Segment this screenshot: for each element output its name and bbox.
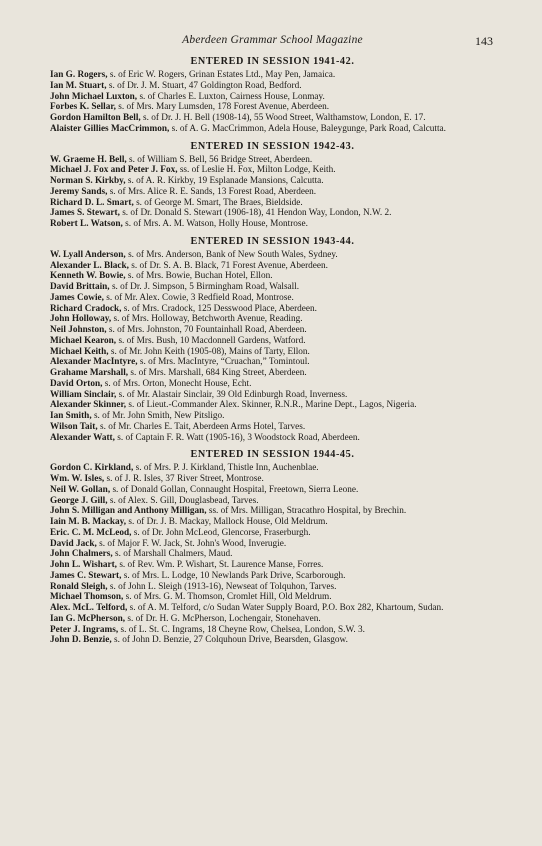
pupil-name: Robert L. Watson, — [50, 219, 123, 229]
pupil-name: George J. Gill, — [50, 495, 108, 506]
pupil-name: John Michael Luxton, — [50, 91, 138, 102]
parent-address: s. of George M. Smart, The Braes, Bieldside. — [133, 197, 303, 208]
parent-address: s. of William S. Bell, 56 Bridge Street, Aberdeen. — [126, 154, 313, 165]
pupil-entry — [50, 603, 495, 614]
pupil-entry — [50, 506, 495, 517]
pupil-name: James C. Stewart, — [50, 570, 122, 581]
pupil-entry — [50, 336, 495, 347]
parent-address: s. of Dr. J. H. Bell (1908-14), 55 Wood Street, Walthamstow, London, E. 17. — [140, 113, 426, 123]
parent-address: s. of Donald Gollan, Connaught Hospital, Freetown, Sierra Leone. — [110, 484, 359, 495]
parent-address: s. of Dr. S. A. B. Black, 71 Forest Avenue, Aberdeen. — [128, 260, 328, 271]
pupil-entry — [50, 165, 495, 176]
parent-address: s. of Mrs. Bowie, Buchan Hotel, Ellon. — [125, 271, 273, 282]
pupil-entry — [50, 261, 495, 272]
parent-address: s. of John L. Sleigh (1913-16), Newseat of Tolquhon, Tarves. — [107, 581, 337, 592]
pupil-name: Norman S. Kirkby, — [50, 176, 126, 186]
pupil-name: William Sinclair, — [50, 389, 117, 400]
pupil-entry — [50, 625, 495, 636]
parent-address: s. of Dr. Donald S. Stewart (1906-18), 41 Hendon Way, London, N.W. 2. — [119, 208, 392, 219]
pupil-name: Ian G. McPherson, — [50, 613, 126, 624]
pupil-name: Ian Smith, — [50, 411, 92, 421]
pupil-entry — [50, 293, 495, 304]
pupil-entry — [50, 357, 495, 368]
pupil-name: Gordon Hamilton Bell, — [50, 113, 141, 123]
pupil-entry — [50, 198, 495, 209]
pupil-entry — [50, 517, 495, 528]
pupil-entry — [50, 592, 495, 603]
pupil-name: Ian G. Rogers, — [50, 70, 108, 80]
parent-address: s. of Mr. Alex. Cowie, 3 Redfield Road, Montrose. — [103, 292, 294, 303]
pupil-entry — [50, 571, 495, 582]
pupil-entry — [50, 539, 495, 550]
pupil-name: Michael Kearon, — [50, 335, 117, 346]
session-heading: ENTERED IN SESSION 1941-42. — [190, 56, 355, 67]
parent-address: s. of Mrs. Bush, 10 Macdonnell Gardens, Watford. — [116, 335, 306, 346]
pupil-name: Alex. McL. Telford, — [50, 603, 128, 613]
pupil-name: Wm. W. Isles, — [50, 474, 105, 484]
parent-address: s. of Mrs. P. J. Kirkland, Thistle Inn, Auchenblae. — [133, 463, 319, 474]
pupil-entry — [50, 422, 495, 433]
pupil-entry — [50, 368, 495, 379]
pupil-name: Ian M. Stuart, — [50, 80, 107, 91]
pupil-name: Eric. C. M. McLeod, — [50, 527, 132, 538]
pupil-entry — [50, 560, 495, 571]
parent-address: s. of Dr. J. M. Stuart, 47 Goldington Road, Bedford. — [106, 80, 302, 91]
parent-address: s. of John D. Benzie, 27 Colquhoun Drive, Bearsden, Glasgow. — [111, 635, 348, 646]
parent-address: s. of Marshall Chalmers, Maud. — [112, 549, 233, 560]
pupil-entry — [50, 208, 495, 219]
pupil-name: John S. Milligan and Anthony Milligan, — [50, 506, 207, 517]
pupil-name: Alaister Gillies MacCrimmon, — [50, 123, 170, 134]
parent-address: ss. of Mrs. Milligan, Stracathro Hospital, by Brechin. — [206, 506, 407, 517]
parent-address: s. of Mr. Charles E. Tait, Aberdeen Arms Hotel, Tarves. — [97, 421, 306, 432]
pupil-name: Richard Cradock, — [50, 303, 122, 314]
parent-address: s. of Mrs. Mary Lumsden, 178 Forest Avenue, Aberdeen. — [115, 102, 330, 113]
pupil-name: Ronald Sleigh, — [50, 581, 108, 592]
pupil-entry — [50, 485, 495, 496]
pupil-entry — [50, 187, 495, 198]
sections-container — [50, 56, 495, 646]
pupil-name: John L. Wishart, — [50, 560, 117, 570]
pupil-name: Kenneth W. Bowie, — [50, 271, 126, 282]
parent-address: s. of Dr. H. G. McPherson, Lochengair, Stonehaven. — [125, 613, 321, 624]
parent-address: s. of Eric W. Rogers, Grinan Estates Ltd., May Pen, Jamaica. — [107, 70, 336, 80]
pupil-name: Alexander Skinner, — [50, 400, 127, 411]
session-section — [50, 56, 495, 135]
pupil-entry — [50, 176, 495, 187]
pupil-entry — [50, 271, 495, 282]
pupil-name: David Orton, — [50, 378, 103, 389]
pupil-name: W. Graeme H. Bell, — [50, 154, 127, 165]
pupil-entry — [50, 474, 495, 485]
parent-address: s. of Major F. W. Jack, St. John's Wood, Inverugie. — [96, 538, 287, 549]
pupil-name: Alexander Watt, — [50, 432, 115, 443]
parent-address: s. of Mrs. Alice R. E. Sands, 13 Forest Road, Aberdeen. — [107, 186, 317, 197]
pupil-name: John D. Benzie, — [50, 635, 112, 646]
parent-address: s. of Dr. J. Simpson, 5 Birmingham Road, Walsall. — [109, 282, 300, 292]
pupil-name: Michael Thomson, — [50, 592, 124, 603]
pupil-entry — [50, 81, 495, 92]
parent-address: s. of Mrs. Marshall, 684 King Street, Aberdeen. — [128, 368, 307, 378]
pupil-name: W. Lyall Anderson, — [50, 249, 126, 260]
running-title: Aberdeen Grammar School Magazine — [182, 34, 363, 46]
parent-address: s. of Dr. J. B. Mackay, Mallock House, Old Meldrum. — [126, 517, 328, 527]
pupil-name: Jeremy Sands, — [50, 186, 108, 197]
pupil-entry — [50, 155, 495, 166]
parent-address: ss. of Leslie H. Fox, Milton Lodge, Keith. — [177, 165, 336, 176]
parent-address: s. of Mrs. Cradock, 125 Desswood Place, Aberdeen. — [121, 303, 317, 314]
parent-address: s. of Lieut.-Commander Alex. Skinner, R.N.R., Marine Dept., Lagos, Nigeria. — [126, 400, 417, 411]
page-number: 143 — [475, 34, 493, 48]
pupil-entry — [50, 496, 495, 507]
session-section — [50, 141, 495, 230]
parent-address: s. of Mrs. A. M. Watson, Holly House, Montrose. — [122, 219, 308, 229]
pupil-entry — [50, 314, 495, 325]
pupil-entry — [50, 124, 495, 135]
pupil-entry — [50, 528, 495, 539]
session-section — [50, 236, 495, 444]
pupil-entry — [50, 433, 495, 444]
pupil-entry — [50, 219, 495, 230]
parent-address: s. of Charles E. Luxton, Cairness House, Lonmay. — [137, 91, 325, 102]
parent-address: s. of Rev. Wm. P. Wishart, St. Laurence Manse, Forres. — [117, 560, 324, 570]
pupil-entry — [50, 400, 495, 411]
pupil-name: James S. Stewart, — [50, 208, 120, 219]
pupil-name: David Brittain, — [50, 282, 110, 292]
pupil-name: Neil W. Gollan, — [50, 484, 111, 495]
parent-address: s. of Mrs. L. Lodge, 10 Newlands Park Drive, Scarborough. — [121, 570, 346, 581]
parent-address: s. of L. St. C. Ingrams, 18 Cheyne Row, Chelsea, London, S.W. 3. — [118, 624, 365, 635]
pupil-entry — [50, 582, 495, 593]
pupil-entry — [50, 282, 495, 293]
parent-address: s. of A. G. MacCrimmon, Adela House, Baleygunge, Park Road, Calcutta. — [169, 123, 446, 134]
parent-address: s. of Mrs. Holloway, Betchworth Avenue, Reading. — [111, 314, 303, 325]
parent-address: s. of A. R. Kirkby, 19 Esplanade Mansions, Calcutta. — [125, 176, 324, 186]
pupil-name: Peter J. Ingrams, — [50, 624, 119, 635]
session-section — [50, 449, 495, 646]
pupil-entry — [50, 463, 495, 474]
pupil-entry — [50, 347, 495, 358]
parent-address: s. of Mrs. Anderson, Bank of New South Wales, Sydney. — [125, 249, 338, 260]
pupil-name: David Jack, — [50, 538, 97, 549]
parent-address: s. of Mr. John Smith, New Pitsligo. — [91, 411, 225, 421]
session-heading: ENTERED IN SESSION 1943-44. — [190, 235, 355, 247]
pupil-name: Gordon C. Kirkland, — [50, 463, 134, 474]
pupil-entry — [50, 70, 495, 81]
parent-address: s. of Alex. S. Gill, Douglasbead, Tarves. — [107, 495, 259, 506]
pupil-entry — [50, 411, 495, 422]
pupil-name: Alexander MacIntyre, — [50, 357, 138, 368]
pupil-entry — [50, 635, 495, 646]
session-heading: ENTERED IN SESSION 1942-43. — [190, 140, 355, 152]
pupil-entry — [50, 379, 495, 390]
pupil-name: James Cowie, — [50, 292, 104, 303]
pupil-entry — [50, 614, 495, 625]
parent-address: s. of Mrs. G. M. Thomson, Cromlet Hill, Old Meldrum. — [123, 592, 332, 603]
pupil-entry — [50, 113, 495, 124]
pupil-entry — [50, 92, 495, 103]
pupil-name: Grahame Marshall, — [50, 368, 129, 378]
parent-address: s. of J. R. Isles, 37 River Street, Montrose. — [104, 474, 264, 484]
pupil-name: Neil Johnston, — [50, 325, 107, 335]
pupil-entry — [50, 102, 495, 113]
parent-address: s. of Mrs. Orton, Monecht House, Echt. — [102, 378, 252, 389]
pupil-entry — [50, 250, 495, 261]
parent-address: s. of A. M. Telford, c/o Sudan Water Supply Board, P.O. Box 282, Khartoum, Sudan. — [127, 603, 444, 613]
pupil-name: Wilson Tait, — [50, 421, 98, 432]
pupil-name: Iain M. B. Mackay, — [50, 517, 127, 527]
session-heading: ENTERED IN SESSION 1944-45. — [190, 449, 355, 461]
pupil-entry — [50, 304, 495, 315]
pupil-name: Michael Keith, — [50, 346, 109, 357]
parent-address: s. of Mr. John Keith (1905-08), Mains of Tarty, Ellon. — [108, 346, 310, 357]
parent-address: s. of Mr. Alastair Sinclair, 39 Old Edinburgh Road, Inverness. — [116, 389, 348, 400]
parent-address: s. of Mrs. MacIntyre, “Cruachan,” Tomintoul. — [137, 357, 310, 368]
pupil-name: Forbes K. Sellar, — [50, 102, 116, 113]
running-head — [50, 34, 495, 52]
pupil-name: Michael J. Fox and Peter J. Fox, — [50, 165, 178, 176]
pupil-name: John Chalmers, — [50, 549, 113, 560]
pupil-entry — [50, 549, 495, 560]
pupil-entry — [50, 390, 495, 401]
parent-address: s. of Dr. John McLeod, Glencorse, Fraserburgh. — [131, 527, 311, 538]
pupil-entry — [50, 325, 495, 336]
parent-address: s. of Captain F. R. Watt (1905-16), 3 Woodstock Road, Aberdeen. — [114, 432, 360, 443]
pupil-name: John Holloway, — [50, 314, 112, 325]
parent-address: s. of Mrs. Johnston, 70 Fountainhall Road, Aberdeen. — [106, 325, 307, 335]
pupil-name: Richard D. L. Smart, — [50, 197, 134, 208]
pupil-name: Alexander L. Black, — [50, 260, 129, 271]
